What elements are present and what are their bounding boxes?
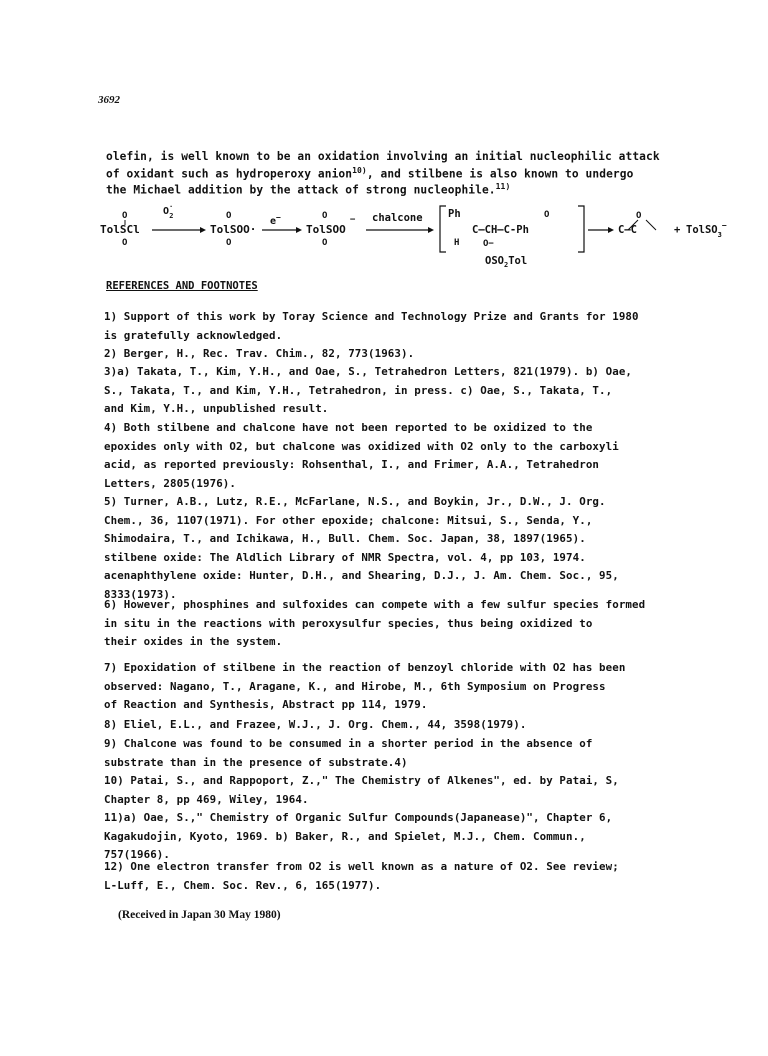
reference-4-line-3: acid, as reported previously: Rohsenthal, I., and Frimer, A.A., Tetrahedron: [104, 458, 600, 471]
reference-7-line-3: of Reaction and Synthesis, Abstract pp 114, 1979.: [104, 698, 428, 711]
reference-7-line-1: 7) Epoxidation of stilbene in the reaction of benzoyl chloride with O2 has been: [104, 661, 626, 674]
scheme-electron-label: e−: [270, 213, 281, 227]
scheme-carbonyl-o: O: [544, 210, 550, 220]
reference-5-line-6: 8333(1973).: [104, 587, 177, 601]
scheme-arrowhead-1: [200, 227, 206, 233]
reference-1-line-1: 1) Support of this work by Toray Science and Technology Prize and Grants for 1980: [104, 310, 639, 323]
intro-line-3: [106, 182, 510, 197]
reference-6-line-3: their oxides in the system.: [104, 635, 283, 648]
reference-8-line-1: 8) Eliel, E.L., and Frazee, W.J., J. Org. Chem., 44, 3598(1979).: [104, 718, 527, 731]
page-number: 3692: [98, 94, 120, 106]
intro-line-1: olefin, is well known to be an oxidation involving an initial nucleophilic attack: [106, 150, 660, 163]
scheme-anion: TolSOO: [306, 223, 346, 236]
scheme-ph: Ph: [448, 208, 461, 220]
reference-7-line-2: observed: Nagano, T., Aragane, K., and Hirobe, M., 6th Symposium on Progress: [104, 679, 606, 693]
scheme-reactant: TolSCl: [100, 223, 140, 236]
reference-6-line-2: in situ in the reactions with peroxysulfur species, thus being oxidized to: [104, 616, 593, 630]
reference-3-line-2: S., Takata, T., and Kim, Y.H., Tetrahedron, in press. c) Oae, S., Takata, T.,: [104, 383, 613, 397]
intro-line-2: [106, 166, 633, 181]
reference-5-line-2: Chem., 36, 1107(1971). For other epoxide; chalcone: Mitsui, S., Senda, Y.,: [104, 513, 593, 527]
reference-4-line-4: Letters, 2805(1976).: [104, 476, 237, 490]
scheme-radical-o-top: O: [226, 211, 232, 221]
footnote-ref-10: 10): [352, 166, 367, 175]
scheme-h: H: [454, 238, 460, 248]
reference-11-line-1: 11)a) Oae, S.," Chemistry of Organic Sulfur Compounds(Japanease)", Chapter 6,: [104, 811, 613, 824]
reference-4-line-2: epoxides only with O2, but chalcone was oxidized with O2 only to the carboxyli: [104, 439, 619, 453]
scheme-anion-charge: −: [350, 215, 356, 225]
intro-line-2b: , and stilbene is also known to undergo: [366, 167, 634, 181]
reference-12-line-2: L-Luff, E., Chem. Soc. Rev., 6, 165(1977).: [104, 878, 382, 892]
reference-5-line-5: acenaphthylene oxide: Hunter, D.H., and Shearing, D.J., J. Am. Chem. Soc., 95,: [104, 569, 619, 582]
reference-2-line-1: 2) Berger, H., Rec. Trav. Chim., 82, 773(1963).: [104, 347, 415, 360]
scheme-plus: +: [674, 224, 681, 236]
reference-9-line-2: substrate than in the presence of substrate.4): [104, 755, 408, 769]
scheme-bracket-right: [578, 206, 584, 252]
reference-10-line-1: 10) Patai, S., and Rappoport, Z.," The Chemistry of Alkenes", ed. by Patai, S,: [104, 774, 619, 787]
scheme-radical-o-bottom: O: [226, 238, 232, 248]
reference-3-line-3: and Kim, Y.H., unpublished result.: [104, 402, 329, 415]
reference-11-line-3: 757(1966).: [104, 848, 171, 861]
scheme-bracket-left: [440, 206, 446, 252]
scheme-epoxide: C—C: [618, 224, 637, 236]
reference-11-line-2: Kagakudojin, Kyoto, 1969. b) Baker, R., and Spielet, M.J., Chem. Commun.,: [104, 829, 586, 843]
scheme-chain: C—CH—C-Ph: [472, 224, 529, 236]
reference-6-line-1: 6) However, phosphines and sulfoxides can compete with a few sulfur species formed: [104, 598, 646, 611]
reference-9-line-1: 9) Chalcone was found to be consumed in a shorter period in the absence of: [104, 737, 593, 750]
scheme-reactant-o-bottom: O: [122, 238, 128, 248]
scheme-arrowhead-3: [428, 227, 434, 233]
scheme-anion-o-top: O: [322, 211, 328, 221]
intro-line-3a: the Michael addition by the attack of strong nucleophile.: [106, 183, 496, 197]
references-heading: REFERENCES AND FOOTNOTES: [106, 280, 258, 292]
scheme-o-minus: O−: [483, 239, 494, 249]
scheme-oso2tol: $OSO_2Tol$: [485, 255, 528, 269]
reference-4-line-1: 4) Both stilbene and chalcone have not been reported to be oxidized to the: [104, 421, 593, 434]
scheme-anion-o-bottom: O: [322, 238, 328, 248]
scheme-tolso3: TolSO$_3$−: [686, 221, 727, 239]
received-note: (Received in Japan 30 May 1980): [118, 909, 281, 921]
footnote-ref-11: 11): [495, 182, 511, 191]
reference-12-line-1: 12) One electron transfer from O2 is well known as a nature of O2. See review;: [104, 860, 619, 873]
scheme-radical: TolSOO·: [210, 223, 257, 236]
scheme-epoxide-o: O: [636, 211, 642, 221]
reference-5-line-4: stilbene oxide: The Aldlich Library of NMR Spectra, vol. 4, pp 103, 1974.: [104, 550, 586, 564]
reference-1-line-2: is gratefully acknowledged.: [104, 328, 283, 342]
reference-5-line-3: Shimodaira, T., and Ichikawa, H., Bull. Chem. Soc. Japan, 38, 1897(1965).: [104, 532, 586, 545]
intro-line-2a: of oxidant such as hydroperoxy anion: [106, 167, 353, 181]
reference-3-line-1: 3)a) Takata, T., Kim, Y.H., and Oae, S., Tetrahedron Letters, 821(1979). b) Oae,: [104, 365, 633, 378]
reference-5-line-1: 5) Turner, A.B., Lutz, R.E., McFarlane, N.S., and Boykin, Jr., D.W., J. Org.: [104, 495, 606, 508]
scheme-arrowhead-4: [608, 227, 614, 233]
scheme-arrowhead-2: [296, 227, 302, 233]
reference-10-line-2: Chapter 8, pp 469, Wiley, 1964.: [104, 792, 309, 806]
scheme-o2-label: O· 2: [163, 203, 174, 220]
scheme-reactant-o-top: O: [122, 211, 128, 221]
reaction-scheme: [100, 200, 730, 280]
scheme-chalcone-label: chalcone: [372, 212, 423, 224]
